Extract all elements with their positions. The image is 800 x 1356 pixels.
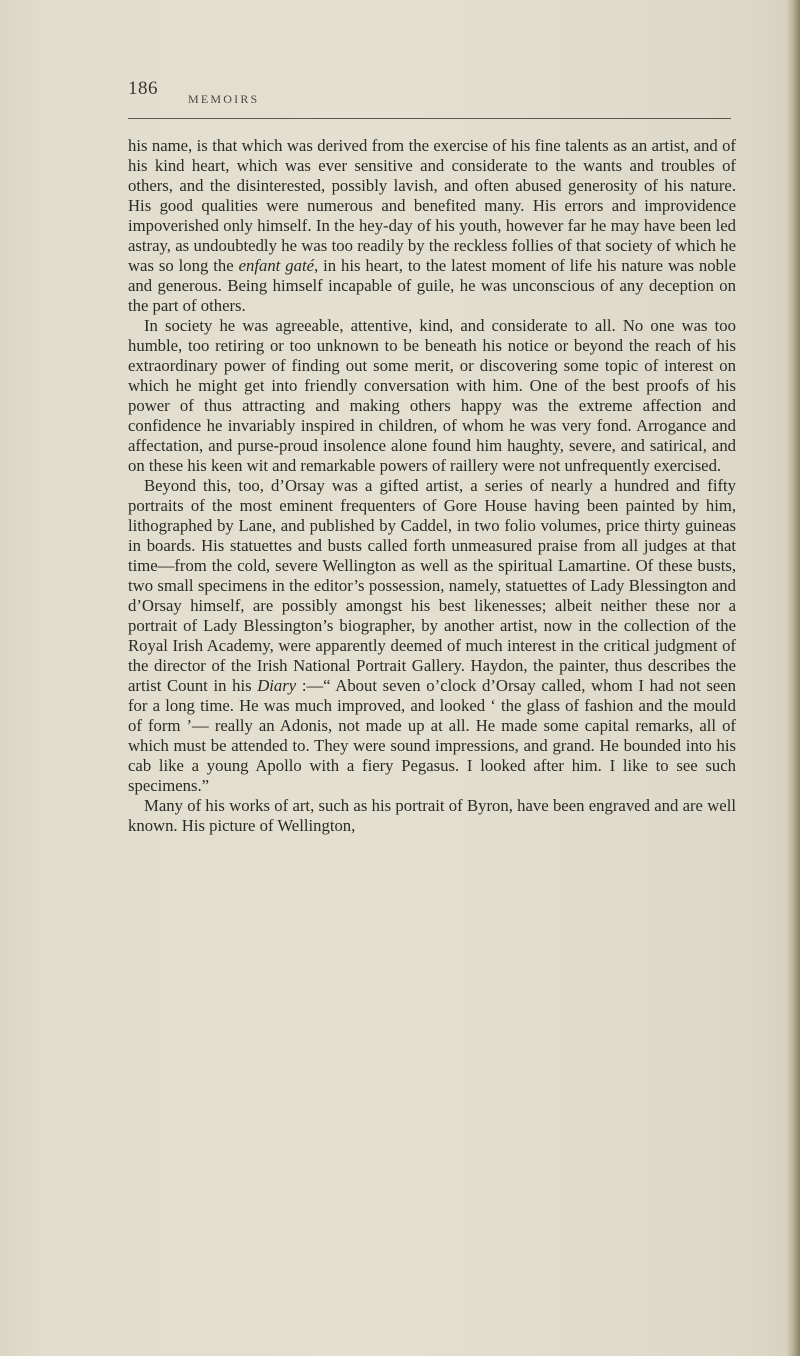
running-head: MEMOIRS	[188, 92, 260, 106]
paragraph-2-text: In society he was agreeable, attentive, kind, and considerate to all. No one was too humble, too retiring or too unknown to be beneath his notice or beyond the reach of his extraordinary power of finding out some merit, or discovering some topic of interest on which he might get into friendly conversation with him. One of the best proofs of his power of thus attracting and making others happy was the extreme affection and confidence he invariably inspired in children, of whom he was very fond. Arrogance and affectation, and purse-proud insolence alone found him haughty, severe, and satirical, and on these his keen wit and remarkable powers of raillery were not unfrequently exercised.	[128, 316, 736, 475]
paragraph-4	[128, 796, 736, 836]
page-edge-shadow	[786, 0, 800, 1356]
paragraph-1	[128, 136, 736, 316]
paragraph-3-italic-diary: Diary	[257, 676, 297, 695]
paragraph-3-text-1: Beyond this, too, d’Orsay was a gifted artist, a series of nearly a hundred and fifty portraits of the most eminent frequenters of Gore House having been painted by him, lithographed by Lane, and published by Caddel, in two folio volumes, price thirty guineas in boards. His statuettes and busts called forth unmeasured praise from all judges at that time—from the cold, severe Wellington as well as the spiritual Lamartine. Of these busts, two small specimens in the editor’s possession, namely, statuettes of Lady Blessington and d’Orsay himself, are possibly amongst his best likenesses; albeit neither these nor a portrait of Lady Blessington’s biographer, by another artist, now in the collection of the Royal Irish Academy, were apparently deemed of much interest in the critical judgment of the director of the Irish National Portrait Gallery. Haydon, the painter, thus describes the artist Count in his	[128, 476, 736, 695]
page-header	[128, 78, 731, 126]
paragraph-1-text-2: , in his heart, to the latest moment of life his nature was noble and generous. Being himself incapable of guile, he was unconscious of any deception on the part of others.	[128, 256, 736, 315]
paragraph-3-text-2: :—“ About seven o’clock d’Orsay called, whom I had not seen for a long time. He was much improved, and looked ‘ the glass of fashion and the mould of form ’— really an Adonis, not made up at all. He made some capital remarks, all of which must be attended to. They were sound impressions, and grand. He bounded into his cab like a young Apollo with a fiery Pegasus. I looked after him. I like to see such specimens.”	[128, 676, 737, 795]
body-text	[128, 136, 736, 836]
header-rule	[128, 118, 731, 119]
paragraph-1-text-1: his name, is that which was derived from the exercise of his fine talents as an artist, and of his kind heart, which was ever sensitive and considerate to the wants and troubles of others, and the disinterested, possibly lavish, and often abused generosity of his nature. His good qualities were numerous and benefited many. His errors and improvidence impoverished only himself. In the hey-day of his youth, however far he may have been led astray, as undoubtedly he was too readily by the reckless follies of that society of which he was so long the	[128, 136, 736, 275]
paragraph-4-text: Many of his works of art, such as his portrait of Byron, have been engraved and are well known. His picture of Wellington,	[128, 796, 736, 835]
page-number: 186	[128, 78, 158, 99]
paragraph-3	[128, 476, 736, 796]
paragraph-1-italic-enfant-gate: enfant gaté	[238, 256, 314, 275]
paragraph-2	[128, 316, 736, 476]
